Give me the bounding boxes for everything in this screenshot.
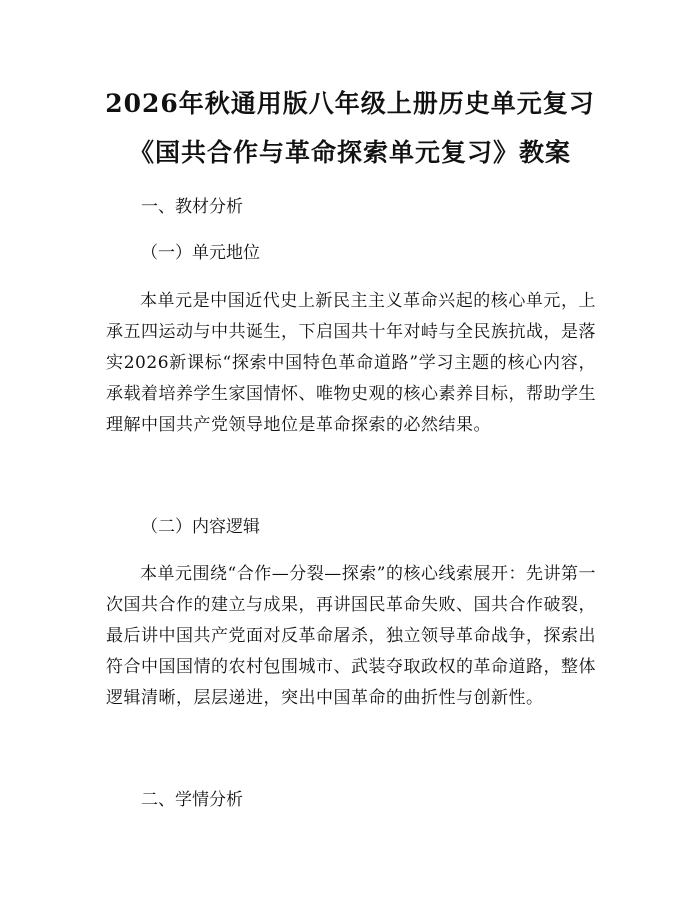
subsection-heading-unit-position: （一）单元地位 bbox=[141, 243, 260, 263]
document-title-line-2: 《国共合作与革命探索单元复习》教案 bbox=[128, 138, 571, 167]
subsection-heading-content-logic: （二）内容逻辑 bbox=[141, 517, 260, 537]
section-heading-textbook-analysis: 一、教材分析 bbox=[141, 197, 243, 217]
paragraph-content-logic: 本单元围绕“合作—分裂—探索”的核心线索展开：先讲第一次国共合作的建立与成果，再讲国民革命失败、国共合作破裂，最后讲中国共产党面对反革命屠杀，独立领导革命战争，探索出符合中国国情的农村包围城市、武装夺取政权的革命道路，整体逻辑清晰，层层递进，突出中国革命的曲折性与创新性。 bbox=[106, 564, 596, 708]
section-heading-student-analysis: 二、学情分析 bbox=[141, 790, 243, 810]
paragraph-unit-position: 本单元是中国近代史上新民主主义革命兴起的核心单元，上承五四运动与中共诞生，下启国共十年对峙与全民族抗战，是落实2026新课标“探索中国特色革命道路”学习主题的核心内容，承载着培养学生家国情怀、唯物史观的核心素养目标，帮助学生理解中国共产党领导地位是革命探索的必然结果。 bbox=[106, 291, 596, 435]
document-title-line-1: 2026年秋通用版八年级上册历史单元复习 bbox=[105, 89, 595, 118]
